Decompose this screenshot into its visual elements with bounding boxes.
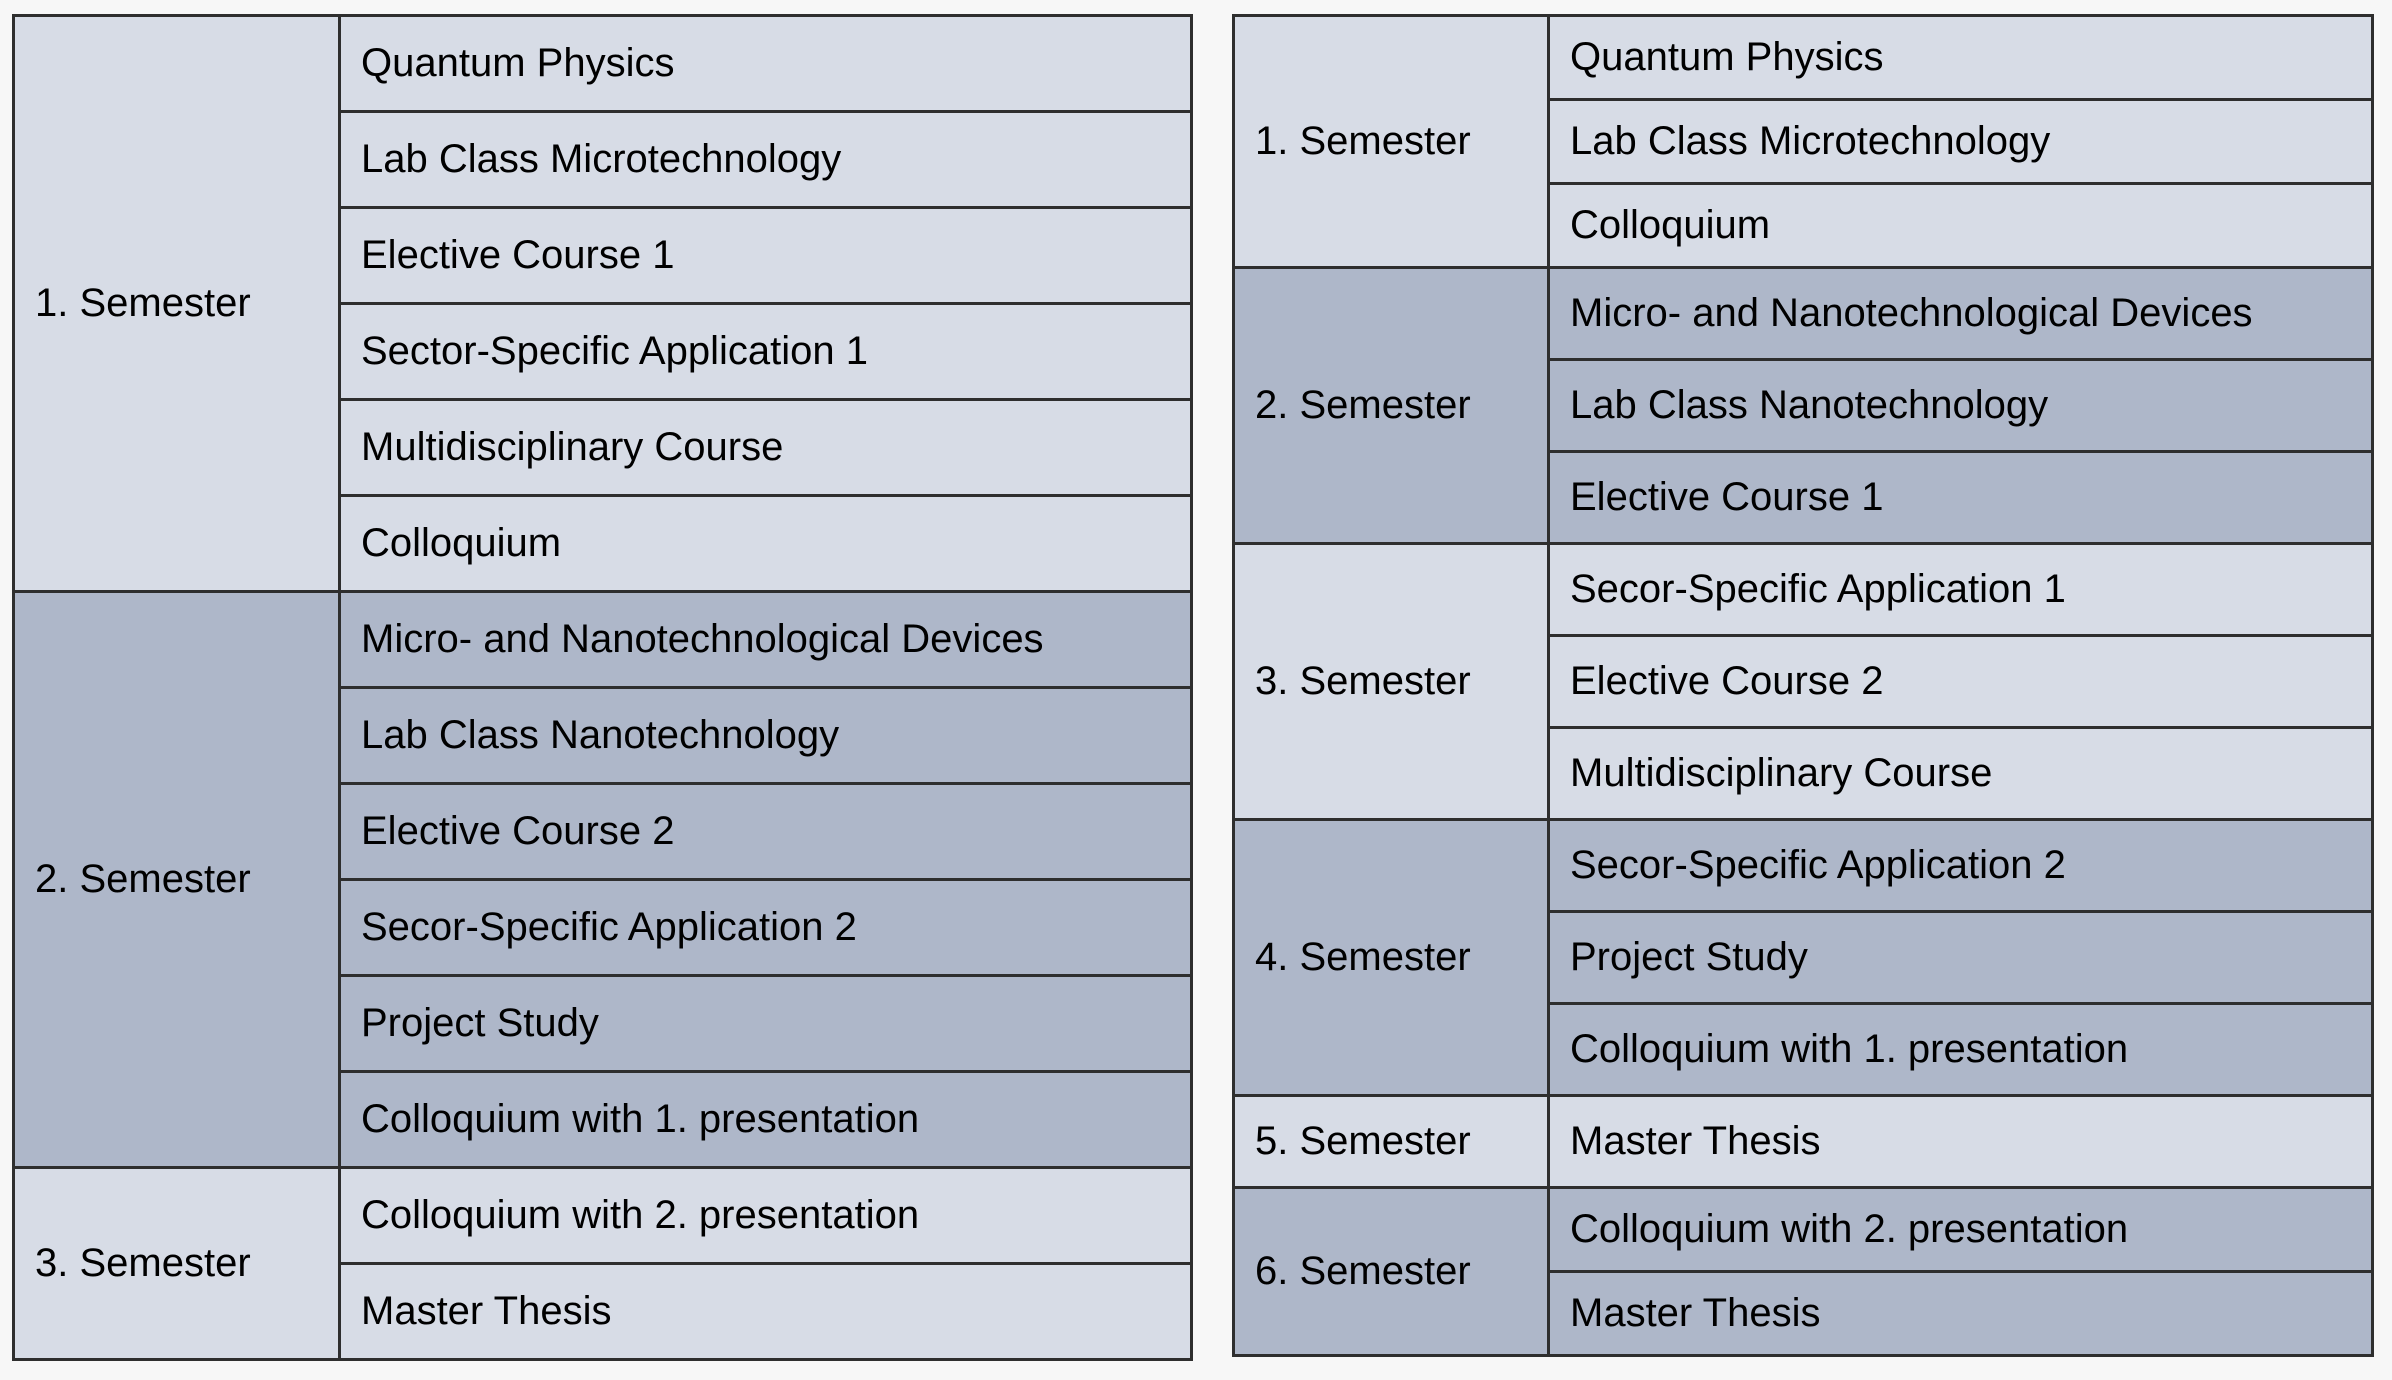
course-cell: Colloquium with 1. presentation xyxy=(1549,1004,2373,1096)
course-cell: Colloquium xyxy=(340,496,1192,592)
course-cell: Lab Class Nanotechnology xyxy=(340,688,1192,784)
table-row xyxy=(14,1168,1192,1264)
course-cell: Micro- and Nanotechnological Devices xyxy=(1549,268,2373,360)
semester-cell: 3. Semester xyxy=(14,1168,340,1360)
course-cell: Master Thesis xyxy=(1549,1096,2373,1188)
course-cell: Project Study xyxy=(1549,912,2373,1004)
course-cell: Colloquium with 1. presentation xyxy=(340,1072,1192,1168)
course-cell: Colloquium with 2. presentation xyxy=(1549,1188,2373,1272)
table-row xyxy=(1234,820,2373,912)
semester-cell: 6. Semester xyxy=(1234,1188,1549,1356)
semester-cell: 4. Semester xyxy=(1234,820,1549,1096)
course-cell: Lab Class Nanotechnology xyxy=(1549,360,2373,452)
course-cell: Colloquium with 2. presentation xyxy=(340,1168,1192,1264)
course-cell: Quantum Physics xyxy=(340,16,1192,112)
table-row xyxy=(1234,16,2373,100)
course-cell: Lab Class Microtechnology xyxy=(340,112,1192,208)
semester-cell: 1. Semester xyxy=(1234,16,1549,268)
course-cell: Secor-Specific Application 1 xyxy=(1549,544,2373,636)
course-cell: Secor-Specific Application 2 xyxy=(340,880,1192,976)
curriculum-table-right xyxy=(1232,14,2374,1357)
semester-cell: 3. Semester xyxy=(1234,544,1549,820)
course-cell: Master Thesis xyxy=(1549,1272,2373,1356)
table-row xyxy=(1234,544,2373,636)
course-cell: Elective Course 1 xyxy=(340,208,1192,304)
course-cell: Sector-Specific Application 1 xyxy=(340,304,1192,400)
course-cell: Multidisciplinary Course xyxy=(340,400,1192,496)
table-row xyxy=(14,16,1192,112)
table-row xyxy=(14,592,1192,688)
course-cell: Quantum Physics xyxy=(1549,16,2373,100)
course-cell: Lab Class Microtechnology xyxy=(1549,100,2373,184)
semester-cell: 2. Semester xyxy=(1234,268,1549,544)
course-cell: Colloquium xyxy=(1549,184,2373,268)
course-cell: Elective Course 2 xyxy=(1549,636,2373,728)
curriculum-table-left xyxy=(12,14,1193,1361)
table-row xyxy=(1234,1188,2373,1272)
semester-cell: 5. Semester xyxy=(1234,1096,1549,1188)
course-cell: Elective Course 1 xyxy=(1549,452,2373,544)
course-cell: Secor-Specific Application 2 xyxy=(1549,820,2373,912)
course-cell: Master Thesis xyxy=(340,1264,1192,1360)
course-cell: Micro- and Nanotechnological Devices xyxy=(340,592,1192,688)
course-cell: Multidisciplinary Course xyxy=(1549,728,2373,820)
course-cell: Project Study xyxy=(340,976,1192,1072)
table-row xyxy=(1234,1096,2373,1188)
table-row xyxy=(1234,268,2373,360)
semester-cell: 1. Semester xyxy=(14,16,340,592)
course-cell: Elective Course 2 xyxy=(340,784,1192,880)
semester-cell: 2. Semester xyxy=(14,592,340,1168)
